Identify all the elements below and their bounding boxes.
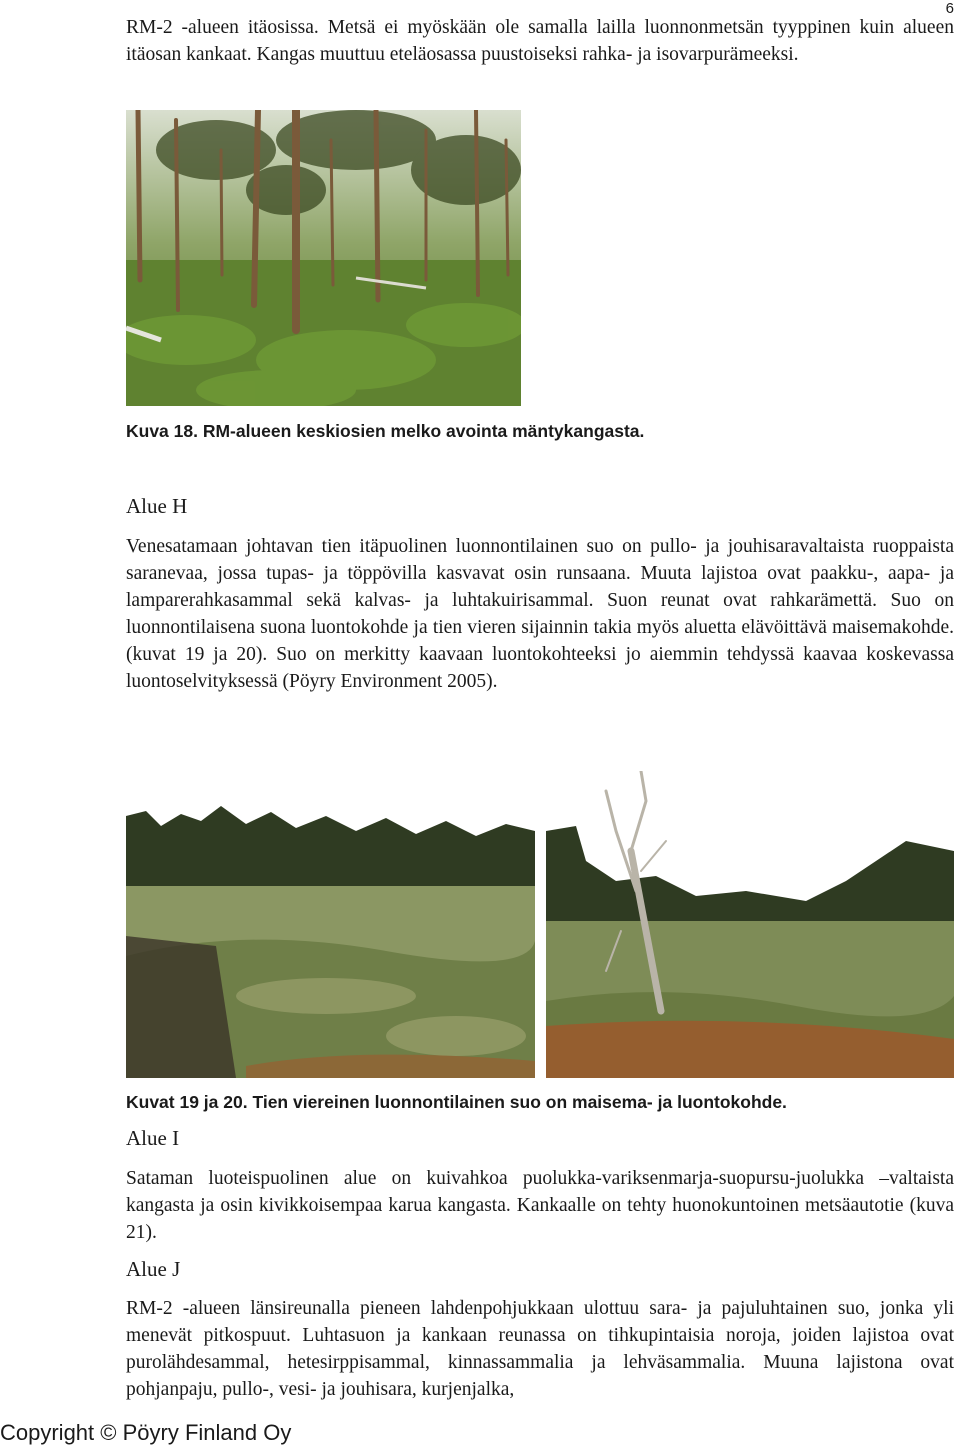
intro-paragraph: RM-2 -alueen itäosissa. Metsä ei myöskään ole samalla lailla luonnonmetsän tyyppinen kuin alueen itäosan kankaat. Kangas muuttuu eteläosassa puustoiseksi rahka- ja isovarpurämeeksi. [126, 17, 954, 65]
section-i-paragraph: Sataman luoteispuolinen alue on kuivahkoa puolukka-variksenmarja-suopursu-juolukka –valtaista kangasta ja osin kivikkoisempaa karua kangasta. Kankaalle on tehty huonokuntoinen metsäautotie (kuva 21). [126, 1168, 954, 1243]
page-number: 6 [945, 0, 954, 17]
section-i-heading: Alue I [126, 1126, 180, 1150]
copyright-footer: Copyright © Pöyry Finland Oy [0, 1420, 292, 1445]
section-j-paragraph: RM-2 -alueen länsireunalla pieneen lahdenpohjukkaan ulottuu sara- ja pajuluhtainen suo, jonka yli menevät pitkospuut. Luhtasuon ja kankaan reunassa on tihkupintaisia noroja, joiden lajistoa ovat purolähdesammal, hetesirppisammal, kinnassammalia ja lehväsammalia. Muuna lajistona ovat pohjanpaju, pullo-, vesi- ja jouhisara, kurjenjalka, [126, 1298, 954, 1400]
figure-19-bog-photo [126, 776, 535, 1078]
figures-19-20-caption: Kuvat 19 ja 20. Tien viereinen luonnontilainen suo on maisema- ja luontokohde. [126, 1092, 787, 1112]
section-h-paragraph: Venesatamaan johtavan tien itäpuolinen luonnontilainen suo on pullo- ja jouhisaravaltaista ruoppaista saranevaa, jossa tupas- ja töppövilla kasvavat osin runsaana. Muuta lajistoa ovat paakku-, aapa- ja lamparerahkasammal sekä kalvas- ja luhtakuirisammal. Suon reunat ovat rahkarämettä. Suo on luonnontilaisena suona luontokohde ja tien vieren sijainnin takia myös aluetta elävöittävä maisemakohde. (kuvat 19 ja 20). Suo on merkitty kaavaan luontokohteeksi jo aiemmin tehdyssä kaavaa koskevassa luontoselvityksessä (Pöyry Environment 2005). [126, 536, 954, 692]
figure-18-caption: Kuva 18. RM-alueen keskiosien melko avointa mäntykangasta. [126, 421, 645, 441]
figure-20-bog-dead-tree-photo [546, 771, 954, 1078]
figure-18-pine-forest-photo [126, 110, 521, 406]
section-h-heading: Alue H [126, 494, 188, 518]
section-j-heading: Alue J [126, 1257, 181, 1281]
